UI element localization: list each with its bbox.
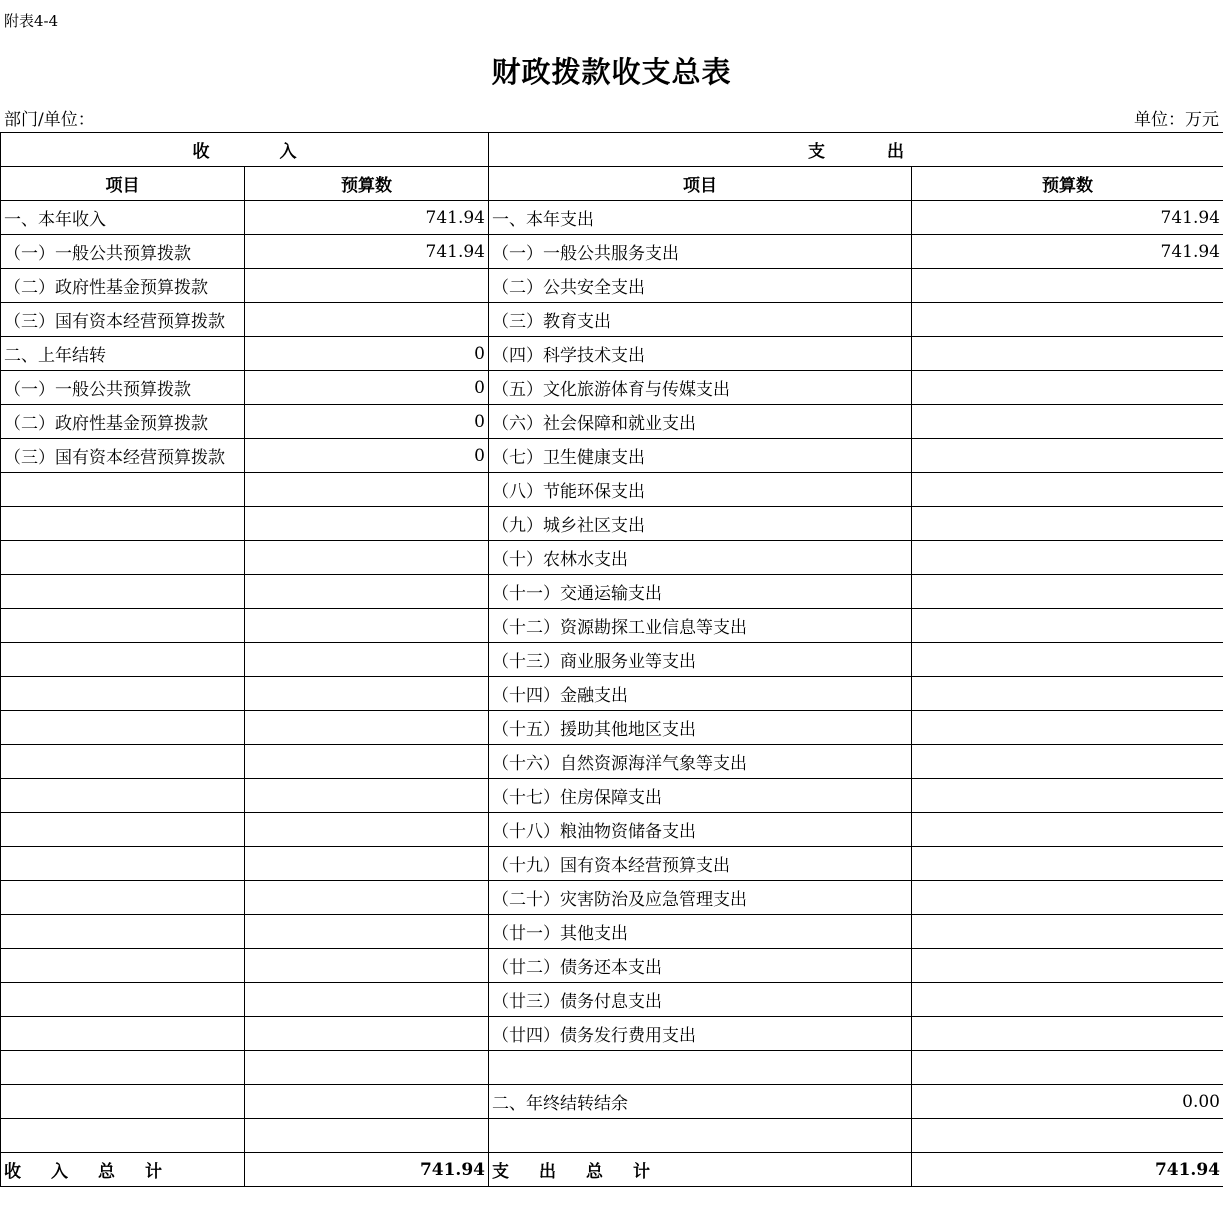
income-value-cell [245,609,489,643]
expense-value-cell [912,609,1223,643]
table-row [1,337,1223,371]
income-value-cell [245,507,489,541]
expense-item-cell: 二、年终结转结余 [489,1085,912,1119]
expense-value-cell [912,575,1223,609]
income-value-cell [245,949,489,983]
income-item-cell [1,677,245,711]
table-row [1,235,1223,269]
expense-item-cell: （一）一般公共服务支出 [489,235,912,269]
income-value-cell [245,677,489,711]
table-row [1,473,1223,507]
expense-item-cell: （十五）援助其他地区支出 [489,711,912,745]
expense-value-cell: 741.94 [912,235,1223,269]
income-item-cell: （一）一般公共预算拨款 [1,235,245,269]
income-value-cell [245,711,489,745]
income-value-cell: 0 [245,439,489,473]
table-row [1,609,1223,643]
expense-item-cell: （廿二）债务还本支出 [489,949,912,983]
income-value-cell: 0 [245,337,489,371]
budget-table [0,132,1223,1187]
expense-value-cell: 741.94 [912,201,1223,235]
income-value-cell [245,303,489,337]
expense-item-header: 项目 [489,167,912,201]
table-row [1,201,1223,235]
table-row [1,1017,1223,1051]
income-value-cell [245,1051,489,1085]
table-row [1,643,1223,677]
table-row [1,745,1223,779]
expense-item-cell: （六）社会保障和就业支出 [489,405,912,439]
income-item-cell: （二）政府性基金预算拨款 [1,269,245,303]
income-item-cell [1,1119,245,1153]
expense-item-cell: （廿一）其他支出 [489,915,912,949]
income-item-cell: （三）国有资本经营预算拨款 [1,303,245,337]
income-item-cell [1,473,245,507]
table-row [1,405,1223,439]
expense-value-cell [912,1051,1223,1085]
total-row [1,1153,1223,1187]
income-value-cell [245,745,489,779]
income-item-cell [1,643,245,677]
expense-item-cell [489,1051,912,1085]
expense-value-cell [912,915,1223,949]
expense-value-cell [912,643,1223,677]
expense-item-cell: （二）公共安全支出 [489,269,912,303]
income-item-cell [1,1017,245,1051]
income-value-cell [245,473,489,507]
expense-total-value: 741.94 [912,1153,1223,1187]
income-total-char: 入 [51,1162,68,1182]
income-value-cell [245,1085,489,1119]
income-item-cell [1,813,245,847]
expense-group-header: 支 出 [489,133,1223,167]
table-row [1,575,1223,609]
expense-item-cell: （十四）金融支出 [489,677,912,711]
attachment-label: 附表4-4 [4,12,59,30]
income-item-cell [1,779,245,813]
expense-item-cell: （十一）交通运输支出 [489,575,912,609]
expense-total-char: 计 [633,1162,650,1182]
expense-item-cell: （十七）住房保障支出 [489,779,912,813]
expense-item-cell: （廿三）债务付息支出 [489,983,912,1017]
expense-value-cell [912,439,1223,473]
expense-item-cell: （二十）灾害防治及应急管理支出 [489,881,912,915]
page-title: 财政拨款收支总表 [491,55,732,89]
income-item-cell [1,881,245,915]
group-header-row [1,133,1223,167]
table-row [1,847,1223,881]
table-row [1,711,1223,745]
income-value-cell [245,983,489,1017]
expense-item-cell: （四）科学技术支出 [489,337,912,371]
income-item-cell: （三）国有资本经营预算拨款 [1,439,245,473]
income-value-cell [245,575,489,609]
expense-value-cell [912,745,1223,779]
income-total-char: 收 [4,1162,21,1182]
table-row [1,439,1223,473]
table-row [1,371,1223,405]
table-row [1,677,1223,711]
expense-item-cell: （八）节能环保支出 [489,473,912,507]
table-row [1,1051,1223,1085]
expense-value-cell [912,541,1223,575]
income-item-cell: 二、上年结转 [1,337,245,371]
income-total-char: 总 [98,1162,115,1182]
income-item-header: 项目 [1,167,245,201]
income-value-cell: 741.94 [245,235,489,269]
table-row [1,507,1223,541]
expense-value-cell [912,371,1223,405]
income-value-cell [245,269,489,303]
income-value-cell [245,541,489,575]
unit-label: 单位：万元 [1134,110,1219,130]
expense-value-cell [912,303,1223,337]
expense-item-cell: （三）教育支出 [489,303,912,337]
income-total-label [1,1153,245,1187]
column-header-row [1,167,1223,201]
income-value-cell: 741.94 [245,201,489,235]
income-total-value: 741.94 [245,1153,489,1187]
expense-item-cell: （五）文化旅游体育与传媒支出 [489,371,912,405]
expense-item-cell: （十九）国有资本经营预算支出 [489,847,912,881]
income-item-cell [1,609,245,643]
income-item-cell [1,949,245,983]
income-value-cell [245,643,489,677]
expense-item-cell: （七）卫生健康支出 [489,439,912,473]
expense-value-cell [912,711,1223,745]
income-item-cell [1,541,245,575]
income-value-cell: 0 [245,371,489,405]
expense-value-cell [912,949,1223,983]
income-item-cell [1,507,245,541]
expense-value-cell [912,269,1223,303]
expense-item-cell: （九）城乡社区支出 [489,507,912,541]
table-row [1,1085,1223,1119]
expense-item-cell: （十六）自然资源海洋气象等支出 [489,745,912,779]
expense-value-cell [912,813,1223,847]
expense-value-cell [912,473,1223,507]
table-row [1,949,1223,983]
table-row [1,779,1223,813]
income-group-header: 收 入 [1,133,489,167]
income-item-cell: （二）政府性基金预算拨款 [1,405,245,439]
table-row [1,541,1223,575]
income-budget-header: 预算数 [245,167,489,201]
expense-value-cell: 0.00 [912,1085,1223,1119]
table-row [1,983,1223,1017]
income-value-cell [245,779,489,813]
table-row [1,1119,1223,1153]
table-row [1,881,1223,915]
expense-item-cell: （十三）商业服务业等支出 [489,643,912,677]
income-item-cell [1,847,245,881]
expense-value-cell [912,677,1223,711]
expense-item-cell [489,1119,912,1153]
income-item-cell [1,1085,245,1119]
expense-budget-header: 预算数 [912,167,1223,201]
expense-item-cell: （十二）资源勘探工业信息等支出 [489,609,912,643]
expense-value-cell [912,405,1223,439]
expense-total-label [489,1153,912,1187]
income-item-cell: （一）一般公共预算拨款 [1,371,245,405]
expense-value-cell [912,507,1223,541]
expense-item-cell: （十）农林水支出 [489,541,912,575]
income-total-char: 计 [145,1162,162,1182]
income-item-cell [1,983,245,1017]
expense-value-cell [912,847,1223,881]
expense-value-cell [912,1017,1223,1051]
expense-value-cell [912,983,1223,1017]
expense-value-cell [912,881,1223,915]
expense-value-cell [912,337,1223,371]
expense-item-cell: （廿四）债务发行费用支出 [489,1017,912,1051]
income-value-cell [245,847,489,881]
department-label: 部门/单位： [4,110,95,130]
expense-total-char: 支 [492,1162,509,1182]
expense-total-char: 出 [539,1162,556,1182]
expense-item-cell: 一、本年支出 [489,201,912,235]
income-value-cell: 0 [245,405,489,439]
income-item-cell [1,711,245,745]
table-row [1,269,1223,303]
table-row [1,915,1223,949]
income-value-cell [245,1017,489,1051]
income-item-cell [1,745,245,779]
expense-total-char: 总 [586,1162,603,1182]
expense-item-cell: （十八）粮油物资储备支出 [489,813,912,847]
table-row [1,813,1223,847]
income-item-cell [1,575,245,609]
table-row [1,303,1223,337]
expense-value-cell [912,779,1223,813]
expense-value-cell [912,1119,1223,1153]
income-value-cell [245,915,489,949]
income-value-cell [245,813,489,847]
income-value-cell [245,881,489,915]
income-value-cell [245,1119,489,1153]
income-item-cell [1,915,245,949]
income-item-cell [1,1051,245,1085]
income-item-cell: 一、本年收入 [1,201,245,235]
